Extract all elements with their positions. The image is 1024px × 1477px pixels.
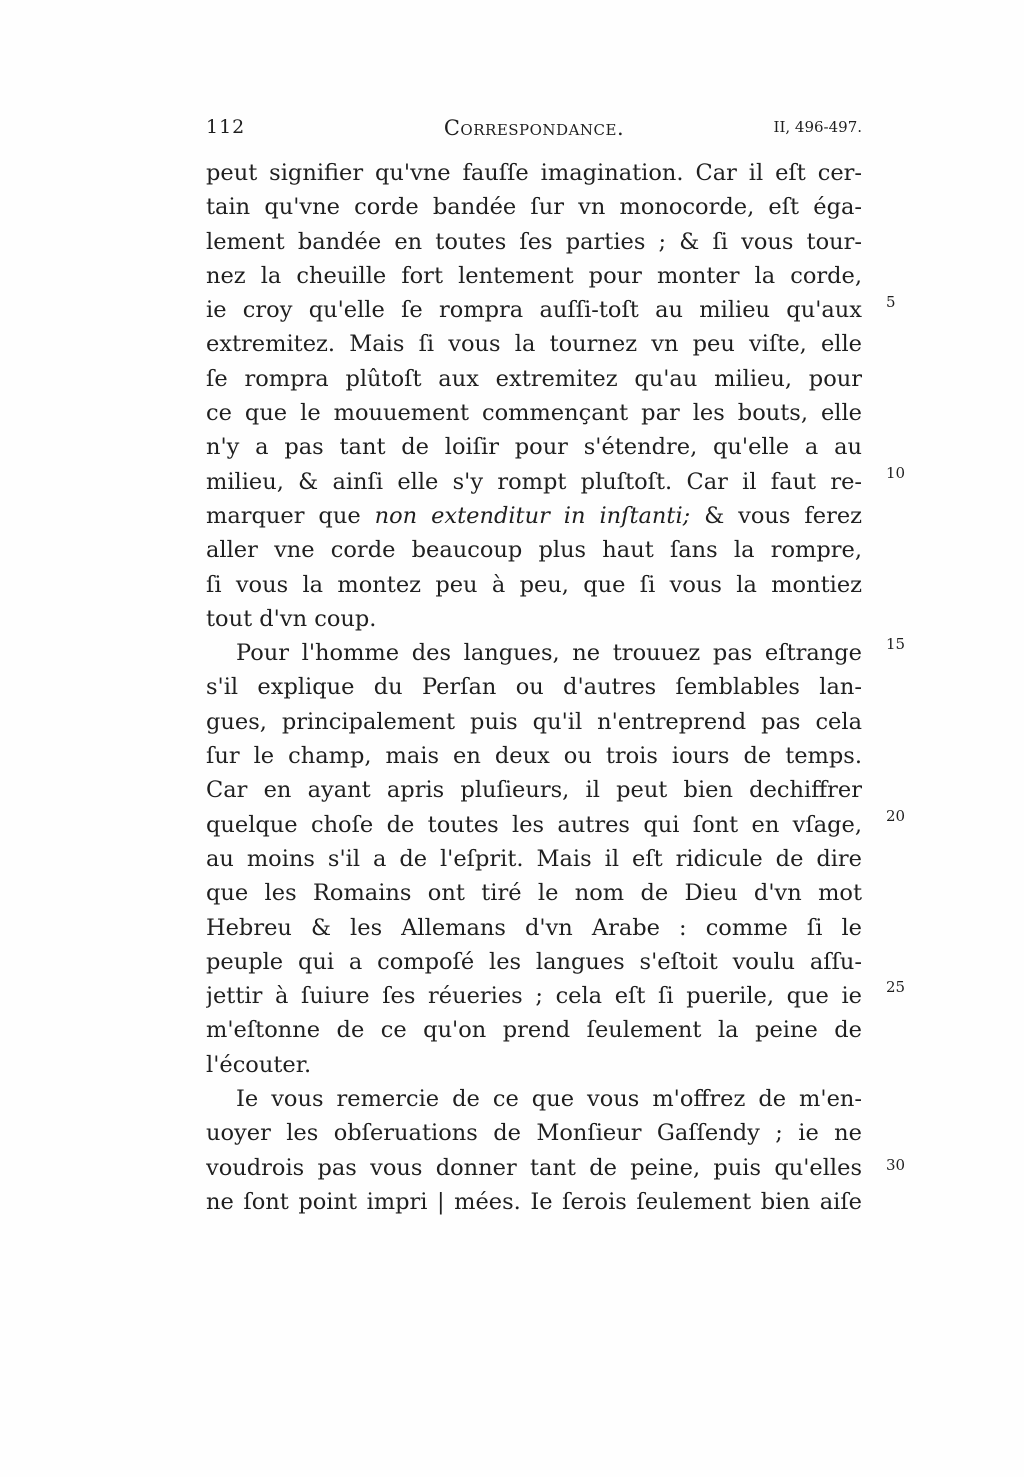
line-number-10: 10: [886, 464, 906, 482]
text-line: Hebreu & les Allemans d'vn Arabe : comme ſi le: [206, 914, 862, 941]
text-line: ſi vous la montez peu à peu, que ſi vous la montiez: [206, 571, 862, 598]
text-line: tain qu'vne corde bandée ſur vn monocorde, eſt éga-: [206, 194, 862, 221]
text-line: uoyer les obſeruations de Monſieur Gaſſendy ; ie ne: [206, 1120, 862, 1147]
text-line: ie croy qu'elle ſe rompra auſſi-toſt au milieu qu'aux: [206, 297, 862, 324]
text-line: que les Romains ont tiré le nom de Dieu d'vn mot: [206, 880, 862, 907]
text-line: extremitez. Mais ſi vous la tournez vn peu viſte, elle: [206, 331, 862, 358]
text-segment: & vous ferez: [690, 502, 862, 529]
text-line: ce que le mouuement commençant par les bouts, elle: [206, 400, 862, 427]
text-line: milieu, & ainſi elle s'y rompt pluſtoſt. Car il faut re-: [206, 468, 862, 495]
line-number-30: 30: [886, 1156, 906, 1174]
volume-reference: II, 496-497.: [773, 118, 862, 136]
text-line: s'il explique du Perſan ou d'autres ſemblables lan-: [206, 674, 862, 701]
text-line: m'eſtonne de ce qu'on prend ſeulement la peine de: [206, 1017, 862, 1044]
text-segment: marquer que: [206, 502, 375, 529]
text-line: au moins s'il a de l'eſprit. Mais il eſt ridicule de dire: [206, 845, 862, 872]
text-line: voudrois pas vous donner tant de peine, puis qu'elles: [206, 1154, 862, 1181]
text-line: tout d'vn coup.: [206, 605, 377, 632]
body-text: [206, 156, 862, 1219]
text-line: lement bandée en toutes ſes parties ; & ſi vous tour-: [206, 228, 862, 255]
text-line: l'écouter.: [206, 1051, 312, 1078]
text-line: jettir à ſuiure ſes réueries ; cela eſt ſi puerile, que ie: [206, 983, 862, 1010]
running-head: [206, 116, 862, 142]
text-line: ſe rompra plûtoſt aux extremitez qu'au milieu, pour: [206, 365, 862, 392]
text-line: n'y a pas tant de loiſir pour s'étendre, qu'elle a au: [206, 434, 862, 461]
line-number-25: 25: [886, 978, 906, 996]
text-line: gues, principalement puis qu'il n'entreprend pas cela: [206, 708, 862, 735]
paragraph-start-line: Pour l'homme des langues, ne trouuez pas eſtrange: [236, 640, 862, 667]
paragraph-start-line: Ie vous remercie de ce que vous m'offrez de m'en-: [236, 1086, 862, 1113]
page-title: Correspondance.: [443, 116, 625, 140]
page-number: 112: [206, 116, 246, 138]
text-line: aller vne corde beaucoup plus haut ſans la rompre,: [206, 537, 862, 564]
text-line: ſur le champ, mais en deux ou trois iours de temps.: [206, 743, 862, 770]
latin-phrase: non extenditur in inſtanti;: [374, 502, 691, 529]
line-number-15: 15: [886, 635, 906, 653]
text-line: nez la cheuille fort lentement pour monter la corde,: [206, 262, 862, 289]
text-line: ne ſont point impri | mées. Ie ſerois ſeulement bien aiſe: [206, 1188, 862, 1215]
line-number-20: 20: [886, 807, 906, 825]
text-line: quelque choſe de toutes les autres qui ſont en vſage,: [206, 811, 862, 838]
text-line: Car en ayant apris pluſieurs, il peut bien dechiffrer: [206, 777, 862, 804]
text-line: [206, 499, 862, 533]
text-line: peuple qui a compoſé les langues s'eſtoit voulu aſſu-: [206, 948, 862, 975]
line-number-5: 5: [886, 293, 896, 311]
text-line: peut signifier qu'vne fauſſe imagination. Car il eſt cer-: [206, 160, 862, 186]
